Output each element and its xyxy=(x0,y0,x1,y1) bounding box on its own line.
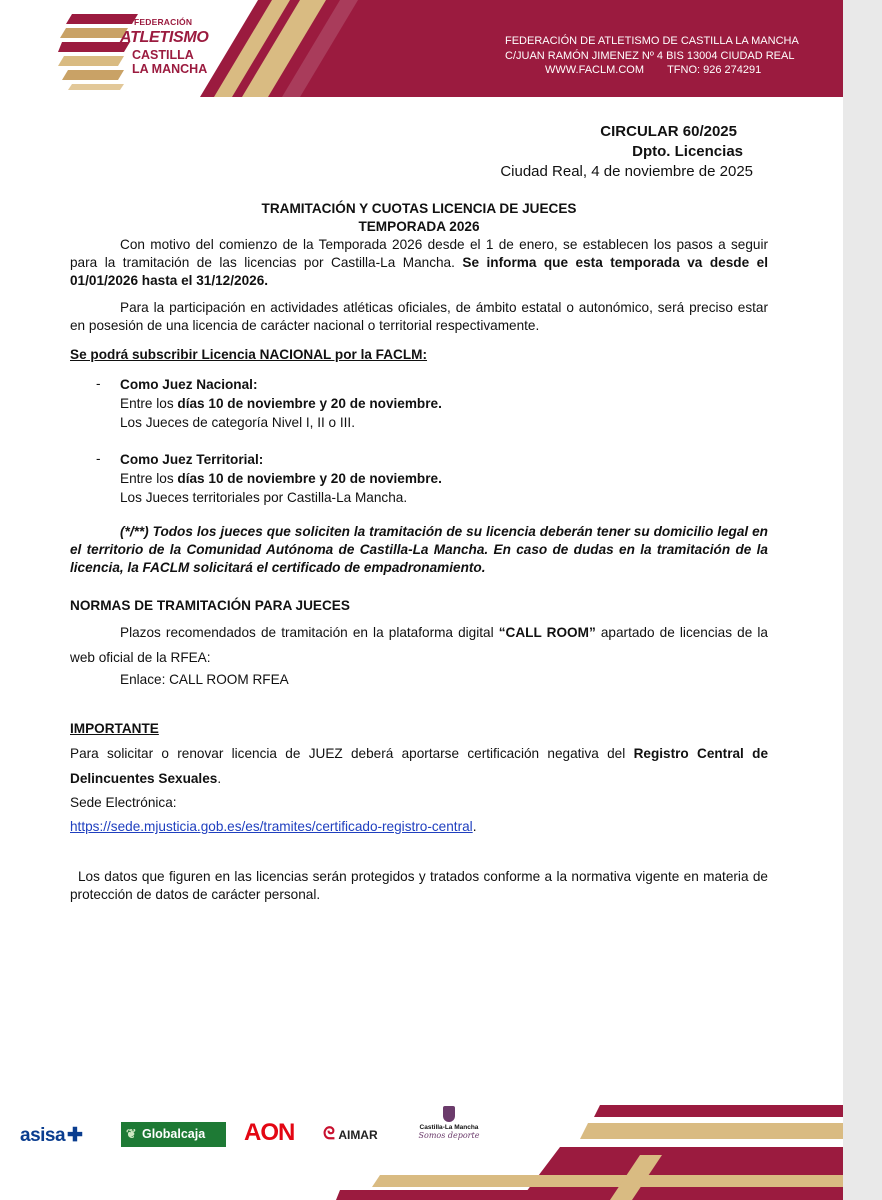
clm-crest-icon xyxy=(443,1106,455,1122)
sponsor-asisa xyxy=(20,1124,82,1147)
globalcaja-wordmark: Globalcaja xyxy=(141,1127,206,1141)
important-text-post: . xyxy=(217,771,222,786)
logo-line-atletismo: ATLETISMO xyxy=(120,28,209,46)
residence-note: (*/**) Todos los jueces que soliciten la tramitación de su licencia deberán tener su domicilio legal en el territorio de la Comunidad Autónoma de Castilla-La Mancha. En caso de dudas en la tramitación de la licencia, la FACLM solicitará el certificado de empadronamiento. xyxy=(70,524,768,575)
sede-url-line xyxy=(70,818,768,836)
item-1-title: Como Juez Nacional: xyxy=(120,377,258,392)
important-text-pre: Para solicitar o renovar licencia de JUEZ deberá aportarse certificación negativa del xyxy=(70,746,634,761)
national-heading-text: Se podrá subscribir Licencia NACIONAL por la FACLM: xyxy=(70,347,428,362)
sponsor-aimar xyxy=(323,1124,378,1144)
item-1-dates-bold: días 10 de noviembre y 20 de noviembre. xyxy=(177,396,442,411)
org-web: WWW.FACLM.COM xyxy=(545,64,644,76)
item-1-dash: - xyxy=(96,376,101,391)
document-title xyxy=(70,200,768,236)
logo-line-federacion: FEDERACIÓN xyxy=(134,17,193,27)
item-1-dates-pre: Entre los xyxy=(120,396,178,411)
national-license-heading xyxy=(70,346,768,364)
globalcaja-leaf-icon: ❦ xyxy=(126,1127,137,1141)
circular-dept: Dpto. Licencias xyxy=(632,143,743,160)
sponsor-globalcaja xyxy=(121,1122,226,1147)
header-contact xyxy=(505,34,799,78)
participation-paragraph: Para la participación en actividades atléticas oficiales, de ámbito estatal o autonómico, será preciso estar en posesión de una licencia de carácter nacional o territorial respectivamente. xyxy=(70,300,768,333)
sede-url-post: . xyxy=(472,819,477,834)
sponsor-castilla-la-mancha xyxy=(404,1106,494,1140)
item-1-dates xyxy=(120,395,760,413)
call-room-link[interactable]: Enlace: CALL ROOM RFEA xyxy=(120,672,289,687)
org-web-phone xyxy=(505,63,799,78)
intro-paragraph xyxy=(70,236,768,290)
title-line-1: TRAMITACIÓN Y CUOTAS LICENCIA DE JUECES xyxy=(261,201,577,216)
norms-call-room: “CALL ROOM” xyxy=(498,625,596,640)
item-territorial-judge xyxy=(120,451,760,507)
item-2-dates-pre: Entre los xyxy=(120,471,178,486)
norms-heading: NORMAS DE TRAMITACIÓN PARA JUECES xyxy=(70,598,350,613)
clm-name: Castilla-La Mancha xyxy=(419,1124,479,1131)
intro-text: Con motivo del comienzo de la Temporada 2026 desde el 1 de enero, se establecen los pasos a seguir para la tramitación de las licencias por Castilla-La Mancha. xyxy=(70,237,768,270)
intro-season-dates: Se informa que esta temporada va desde el 01/01/2026 hasta el 31/12/2026. xyxy=(70,255,768,288)
item-2-dates xyxy=(120,470,760,488)
org-address: C/JUAN RAMÓN JIMENEZ Nº 4 BIS 13004 CIUDAD REAL xyxy=(505,49,795,62)
sede-url-link[interactable]: https://sede.mjusticia.gob.es/es/tramites/certificado-registro-central xyxy=(70,819,473,834)
asisa-plus-icon: ✚ xyxy=(67,1125,83,1146)
circular-block xyxy=(500,122,753,182)
logo-line-la-mancha: LA MANCHA xyxy=(132,62,208,76)
sponsor-aon: AON xyxy=(244,1119,295,1146)
circular-place-date: Ciudad Real, 4 de noviembre de 2025 xyxy=(500,163,753,180)
item-2-title: Como Juez Territorial: xyxy=(120,452,264,467)
circular-number: CIRCULAR 60/2025 xyxy=(600,123,737,140)
privacy-paragraph: Los datos que figuren en las licencias serán protegidos y tratados conforme a la normativa vigente en materia de protección de datos de carácter personal. xyxy=(70,869,768,902)
important-heading-text: IMPORTANTE xyxy=(70,721,159,736)
title-line-2: TEMPORADA 2026 xyxy=(358,219,480,234)
important-heading xyxy=(70,720,768,738)
item-national-judge xyxy=(120,376,760,432)
sede-label: Sede Electrónica: xyxy=(70,795,177,810)
item-2-dates-bold: días 10 de noviembre y 20 de noviembre. xyxy=(177,471,442,486)
item-2-who: Los Jueces territoriales por Castilla-La Mancha. xyxy=(120,490,408,505)
asisa-wordmark: asisa xyxy=(20,1125,66,1146)
logo-line-castilla: CASTILLA xyxy=(132,47,194,62)
item-1-who: Los Jueces de categoría Nivel I, II o III. xyxy=(120,415,355,430)
norms-text-pre: Plazos recomendados de tramitación en la plataforma digital xyxy=(120,625,499,640)
aimar-wordmark: AIMAR xyxy=(338,1128,378,1142)
aimar-swirl-icon: ᘓ xyxy=(323,1124,335,1143)
logo-wordmark xyxy=(120,17,209,76)
item-2-dash: - xyxy=(96,451,101,466)
org-name: FEDERACIÓN DE ATLETISMO DE CASTILLA LA MANCHA xyxy=(505,35,799,47)
important-paragraph xyxy=(70,741,768,791)
org-phone: TFNO: 926 274291 xyxy=(667,64,762,76)
clm-tagline: Somos deporte xyxy=(418,1131,480,1140)
norms-text-post: apartado de licencias de la web oficial de la RFEA: xyxy=(70,625,768,665)
norms-paragraph xyxy=(70,620,768,670)
important-registry: Registro Central de Delincuentes Sexuales xyxy=(70,746,768,786)
